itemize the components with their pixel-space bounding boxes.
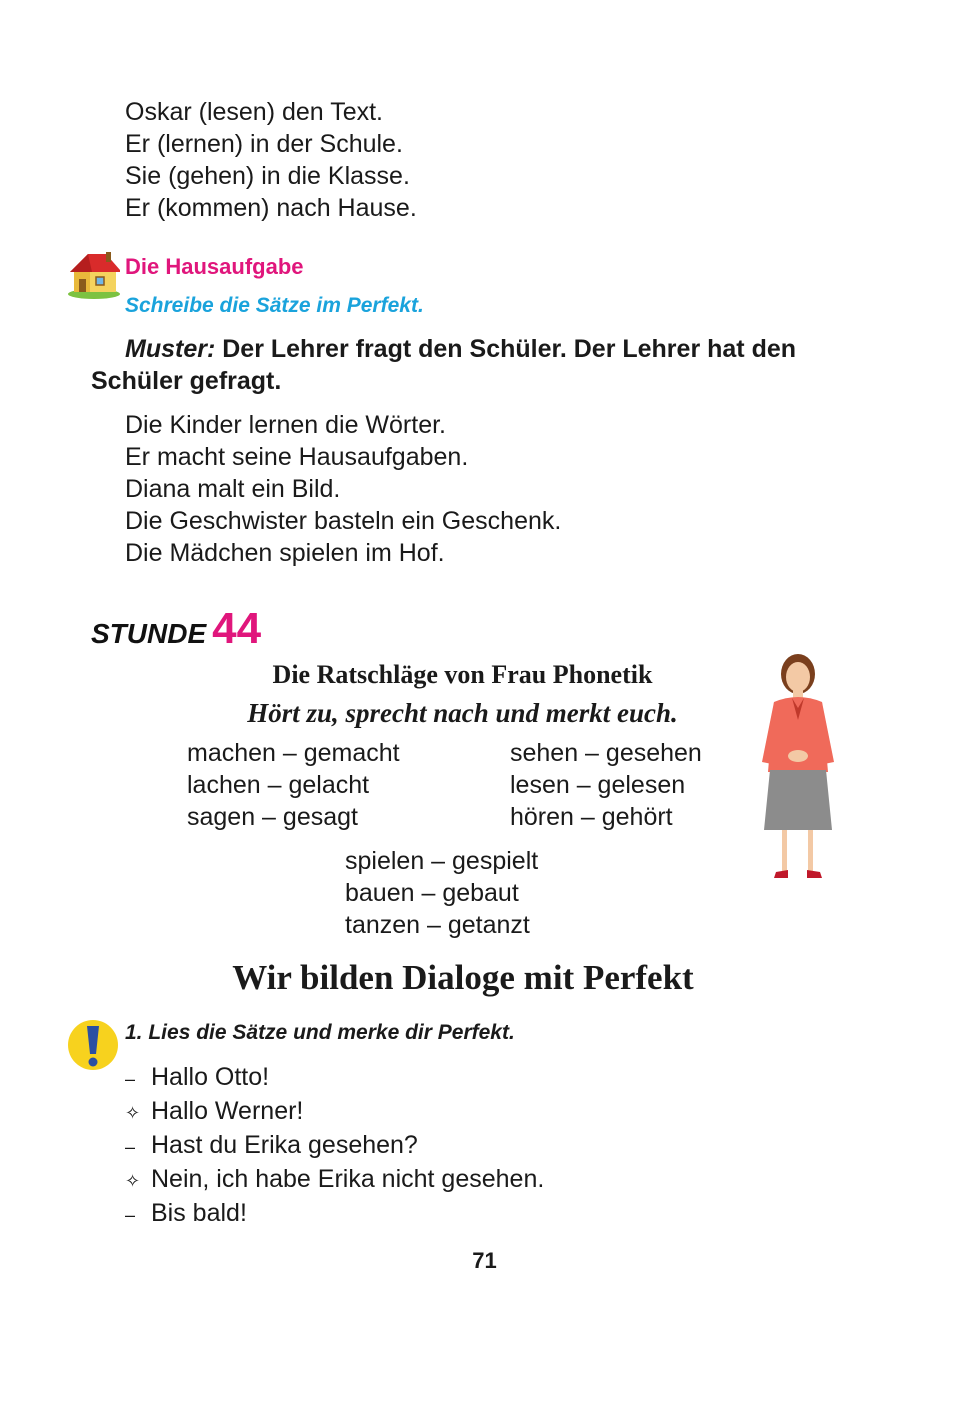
- dialog-lines: [125, 1061, 544, 1231]
- sentence-line: Die Geschwister basteln ein Geschenk.: [125, 507, 562, 535]
- dialog-line-text: Hast du Erika gesehen?: [151, 1131, 418, 1159]
- lesson-label: STUNDE: [91, 618, 207, 649]
- sentence-line: Er (lernen) in der Schule.: [125, 130, 403, 158]
- top-sentences: [125, 96, 417, 224]
- verb-pair: sehen – gesehen: [510, 739, 702, 767]
- dialog-line-text: Bis bald!: [151, 1199, 247, 1227]
- muster-label: Muster:: [125, 335, 216, 363]
- sentence-line: Er macht seine Hausaufgaben.: [125, 443, 469, 471]
- sentence-line: Diana malt ein Bild.: [125, 475, 341, 503]
- verb-pair: machen – gemacht: [187, 739, 400, 767]
- dash-marker: –: [125, 1205, 136, 1225]
- verb-pair: bauen – gebaut: [345, 879, 519, 907]
- exercise-sentences: [125, 409, 561, 569]
- sentence-line: Er (kommen) nach Hause.: [125, 194, 417, 222]
- homework-task: Schreibe die Sätze im Perfekt.: [125, 294, 424, 317]
- dash-marker: –: [125, 1137, 136, 1157]
- lesson-heading: [91, 604, 261, 654]
- teacher-figure-icon: [752, 652, 844, 884]
- verb-pair: sagen – gesagt: [187, 803, 358, 831]
- sentence-line: Die Mädchen spielen im Hof.: [125, 539, 445, 567]
- exclamation-icon: [66, 1018, 120, 1072]
- sentence-line: Oskar (lesen) den Text.: [125, 98, 383, 126]
- verb-pairs-center: [345, 845, 538, 941]
- star-marker-icon: ✧: [125, 1171, 141, 1191]
- verb-pair: spielen – gespielt: [345, 847, 539, 875]
- dialog-line-text: Hallo Otto!: [151, 1063, 270, 1091]
- star-marker-icon: ✧: [125, 1103, 141, 1123]
- sentence-line: Sie (gehen) in die Klasse.: [125, 162, 410, 190]
- dialog-line: [125, 1129, 544, 1163]
- dialog-line: [125, 1163, 544, 1197]
- verb-pair: hören – gehört: [510, 803, 673, 831]
- dialog-line-text: Hallo Werner!: [151, 1097, 304, 1125]
- lesson-number: 44: [212, 604, 262, 653]
- advice-instruction: Hört zu, sprecht nach und merkt euch.: [247, 698, 678, 728]
- homework-title: Die Hausaufgabe: [125, 254, 304, 279]
- dialog-line: [125, 1197, 544, 1231]
- verb-pairs-left: [187, 737, 400, 833]
- dialog-line: [125, 1095, 544, 1129]
- verb-pair: lesen – gelesen: [510, 771, 686, 799]
- dialog-line-text: Nein, ich habe Erika nicht gesehen.: [151, 1165, 545, 1193]
- sentence-line: Die Kinder lernen die Wörter.: [125, 411, 446, 439]
- dash-marker: –: [125, 1069, 136, 1089]
- page-number: 71: [472, 1248, 497, 1273]
- verb-pair: tanzen – getanzt: [345, 911, 530, 939]
- muster-example: [91, 333, 851, 397]
- verb-pair: lachen – gelacht: [187, 771, 370, 799]
- verb-pairs-right: [510, 737, 702, 833]
- dialog-line: [125, 1061, 544, 1095]
- muster-text: Der Lehrer fragt den Schüler. Der Lehrer hat den Schüler gefragt.: [91, 335, 797, 395]
- advice-title: Die Ratschläge von Frau Phonetik: [272, 660, 653, 689]
- dialog-task: 1. Lies die Sätze und merke dir Perfekt.: [125, 1021, 515, 1044]
- dialog-heading: Wir bilden Dialoge mit Perfekt: [232, 958, 694, 997]
- house-icon: [66, 244, 122, 300]
